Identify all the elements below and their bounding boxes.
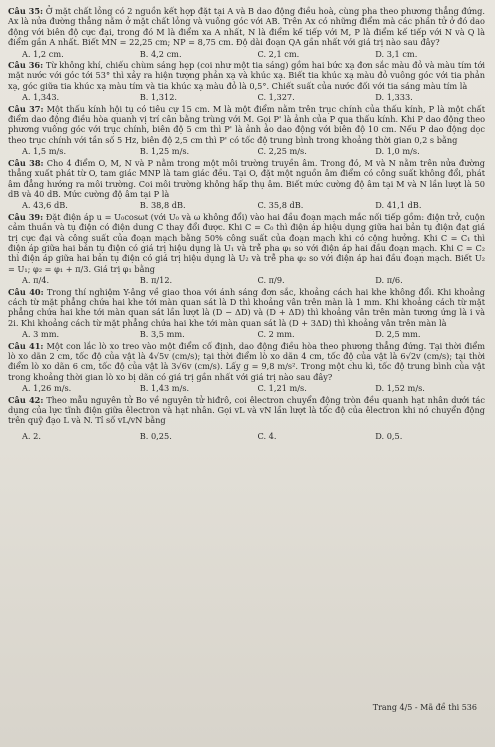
- question-body: Theo mẫu nguyên tử Bo về nguyên tử hiđrô, coi êlectron chuyển động tròn đều quanh hạt nhân dưới tác dụng của lực tĩnh điện giữa êlectron và hạt nhân. Gọi vL và vN lần lượt là tốc độ của êlectron khi nó chuyển động trên quỹ đạo L và N. Tỉ số vL/vN bằng: [8, 394, 485, 426]
- answer-options: [8, 146, 485, 156]
- question-label: Câu 40:: [8, 286, 44, 297]
- option-c: C. 1,327.: [257, 92, 295, 103]
- question-body: Đặt điện áp u = U₀cosωt (với U₀ và ω không đổi) vào hai đầu đoạn mạch mắc nối tiếp gồm: điện trở, cuộn cảm thuần và tụ điện có điện dung C thay đổi được. Khi C = C₀ thì điện áp hiệu dụng giữa hai bản tụ điện đạt giá trị cực đại và công suất của đoạn mạch bằng 50% công suất của đoạn mạch khi có cộng hưởng. Khi C = C₁ thì điện áp giữa hai bản tụ điện có giá trị hiệu dụng là U₁ và trễ pha φ₁ so với điện áp hai đầu đoạn mạch. Khi C = C₂ thì điện áp giữa hai bản tụ điện có giá trị hiệu dụng là U₂ và trễ pha φ₂ so với điện áp hai đầu đoạn mạch. Biết U₂ = U₁; φ₂ = φ₁ + π/3. Giá trị φ₁ bằng: [8, 211, 485, 274]
- option-d: D. 1,333.: [375, 92, 413, 103]
- question-40: [8, 287, 485, 340]
- option-d: D. 1,52 m/s.: [375, 383, 425, 394]
- answer-options: [8, 200, 485, 210]
- question-39: [8, 212, 485, 286]
- option-d: D. 1,0 m/s.: [375, 146, 420, 157]
- option-b: B. 38,8 dB.: [139, 200, 186, 211]
- option-d: D. 2,5 mm.: [375, 329, 421, 340]
- question-41: [8, 341, 485, 394]
- option-c: C. π/9.: [257, 275, 285, 286]
- answer-options: [8, 92, 485, 102]
- answer-options: [8, 49, 485, 59]
- option-d: D. π/6.: [375, 275, 403, 286]
- option-a: A. 1,343.: [22, 92, 60, 103]
- option-b: B. 1,25 m/s.: [139, 146, 190, 157]
- question-text: [8, 395, 485, 426]
- question-text: [8, 60, 485, 91]
- option-d: D. 41,1 dB.: [375, 200, 422, 211]
- option-d: D. 0,5.: [375, 430, 403, 441]
- option-b: B. 3,5 mm.: [139, 329, 185, 340]
- option-b: B. π/12.: [139, 275, 173, 286]
- option-c: C. 35,8 dB.: [257, 200, 304, 211]
- question-body: Từ không khí, chiếu chùm sáng hẹp (coi như một tia sáng) gồm hai bức xạ đơn sắc màu đỏ và màu tím tới mặt nước với góc tới 53° thì xảy ra hiện tượng phản xạ và khúc xạ. Biết tia khúc xạ màu đỏ vuông góc với tia phản xạ, góc giữa tia khúc xạ màu tím và tia khúc xạ màu đỏ là 0,5°. Chiết suất của nước đối với tia sáng màu tím là: [8, 60, 486, 91]
- question-body: Một thấu kính hội tụ có tiêu cự 15 cm. M là một điểm nằm trên trục chính của thấu kính, P là một chất điểm dao động điều hòa quanh vị trí cân bằng trùng với M. Gọi P' là ảnh của P qua thấu kính. Khi P dao động theo phương vuông góc với trục chính, biên độ 5 cm thì P' là ảnh ảo dao động với biên độ 10 cm. Nếu P dao động dọc theo trục chính với tần số 5 Hz, biên độ 2,5 cm thì P' có tốc độ trung bình trong khoảng thời gian 0,2 s bằng: [8, 103, 485, 145]
- question-label: Câu 39:: [8, 211, 44, 222]
- option-c: C. 4.: [257, 430, 277, 441]
- option-c: C. 2 mm.: [257, 329, 295, 340]
- option-a: A. 3 mm.: [22, 329, 60, 340]
- question-label: Câu 37:: [8, 103, 44, 114]
- question-36: [8, 60, 485, 103]
- question-38: [8, 158, 485, 211]
- question-body: Cho 4 điểm O, M, N và P nằm trong một môi trường truyền âm. Trong đó, M và N nằm trên nửa đường thẳng xuất phát từ O, tam giác MNP là tam giác đều. Tại O, đặt một nguồn âm điểm có công suất không đổi, phát âm đẳng hướng ra môi trường. Coi môi trường không hấp thụ âm. Biết mức cường độ âm tại M và N lần lượt là 50 dB và 40 dB. Mức cường độ âm tại P là: [8, 157, 485, 199]
- question-text: [8, 287, 485, 329]
- question-text: [8, 212, 485, 274]
- option-b: B. 1,43 m/s.: [139, 383, 190, 394]
- question-37: [8, 104, 485, 157]
- answer-options: [8, 329, 485, 339]
- option-c: C. 1,21 m/s.: [257, 383, 307, 394]
- question-label: Câu 41:: [8, 340, 44, 351]
- option-a: A. π/4.: [22, 275, 50, 286]
- question-text: [8, 104, 485, 146]
- option-d: D. 3,1 cm.: [375, 48, 418, 59]
- page-footer: Trang 4/5 - Mã đề thi 536: [372, 702, 477, 712]
- option-a: A. 43,6 dB.: [22, 200, 68, 211]
- answer-options: [8, 275, 485, 285]
- question-text: [8, 6, 485, 48]
- answer-options: [8, 383, 485, 393]
- question-label: Câu 35:: [8, 6, 44, 16]
- option-a: A. 1,5 m/s.: [22, 146, 67, 157]
- option-a: A. 2.: [22, 430, 41, 441]
- question-label: Câu 38:: [8, 157, 44, 168]
- question-35: [8, 6, 485, 59]
- option-b: B. 0,25.: [139, 430, 172, 441]
- question-text: [8, 158, 485, 200]
- question-label: Câu 42:: [8, 394, 44, 405]
- question-body: Trong thí nghiệm Y-âng về giao thoa với ánh sáng đơn sắc, khoảng cách hai khe không đổi. Khi khoảng cách từ mặt phẳng chứa hai khe tới màn quan sát là D thì khoảng vân trên màn là 1 mm. Khi khoảng cách từ mặt phẳng chứa hai khe tới màn quan sát lần lượt là (D − ΔD) và (D + ΔD) thì khoảng vân trên màn tương ứng là i và 2i. Khi khoảng cách từ mặt phẳng chứa hai khe tới màn quan sát là (D + 3ΔD) thì khoảng vân trên màn là: [8, 286, 485, 328]
- question-body: Một con lắc lò xo treo vào một điểm cố định, dao động điều hòa theo phương thẳng đứng. Tại thời điểm lò xo dãn 2 cm, tốc độ của vật là 4√5v (cm/s); tại thời điểm lò xo dãn 4 cm, tốc độ của vật là 6√2v (cm/s); tại thời điểm lò xo dãn 6 cm, tốc độ của vật là 3√6v (cm/s). Lấy g = 9,8 m/s². Trong một chu kì, tốc độ trung bình của vật trong khoảng thời gian lò xo bị dãn có giá trị gần nhất với giá trị nào sau đây?: [8, 340, 485, 382]
- option-b: B. 1,312.: [139, 92, 178, 103]
- option-a: A. 1,26 m/s.: [22, 383, 72, 394]
- question-text: [8, 341, 485, 383]
- question-label: Câu 36:: [8, 60, 44, 71]
- option-a: A. 1,2 cm.: [22, 48, 64, 59]
- option-c: C. 2,1 cm.: [257, 48, 300, 59]
- question-body: Ở mặt chất lỏng có 2 nguồn kết hợp đặt tại A và B dao động điều hoà, cùng pha theo phương thẳng đứng. Ax là nửa đường thẳng nằm ở mặt chất lỏng và vuông góc với AB. Trên Ax có những điểm mà các phần tử ở đó dao động với biên độ cực đại, trong đó M là điểm xa A nhất, N là điểm kế tiếp với M, P là điểm kế tiếp với N và Q là điểm gần A nhất. Biết MN = 22,25 cm; NP = 8,75 cm. Độ dài đoạn QA gần nhất với giá trị nào sau đây?: [8, 6, 485, 48]
- answer-options: [8, 431, 485, 441]
- option-c: C. 2,25 m/s.: [257, 146, 307, 157]
- option-b: B. 4,2 cm.: [139, 48, 182, 59]
- question-42: [8, 395, 485, 442]
